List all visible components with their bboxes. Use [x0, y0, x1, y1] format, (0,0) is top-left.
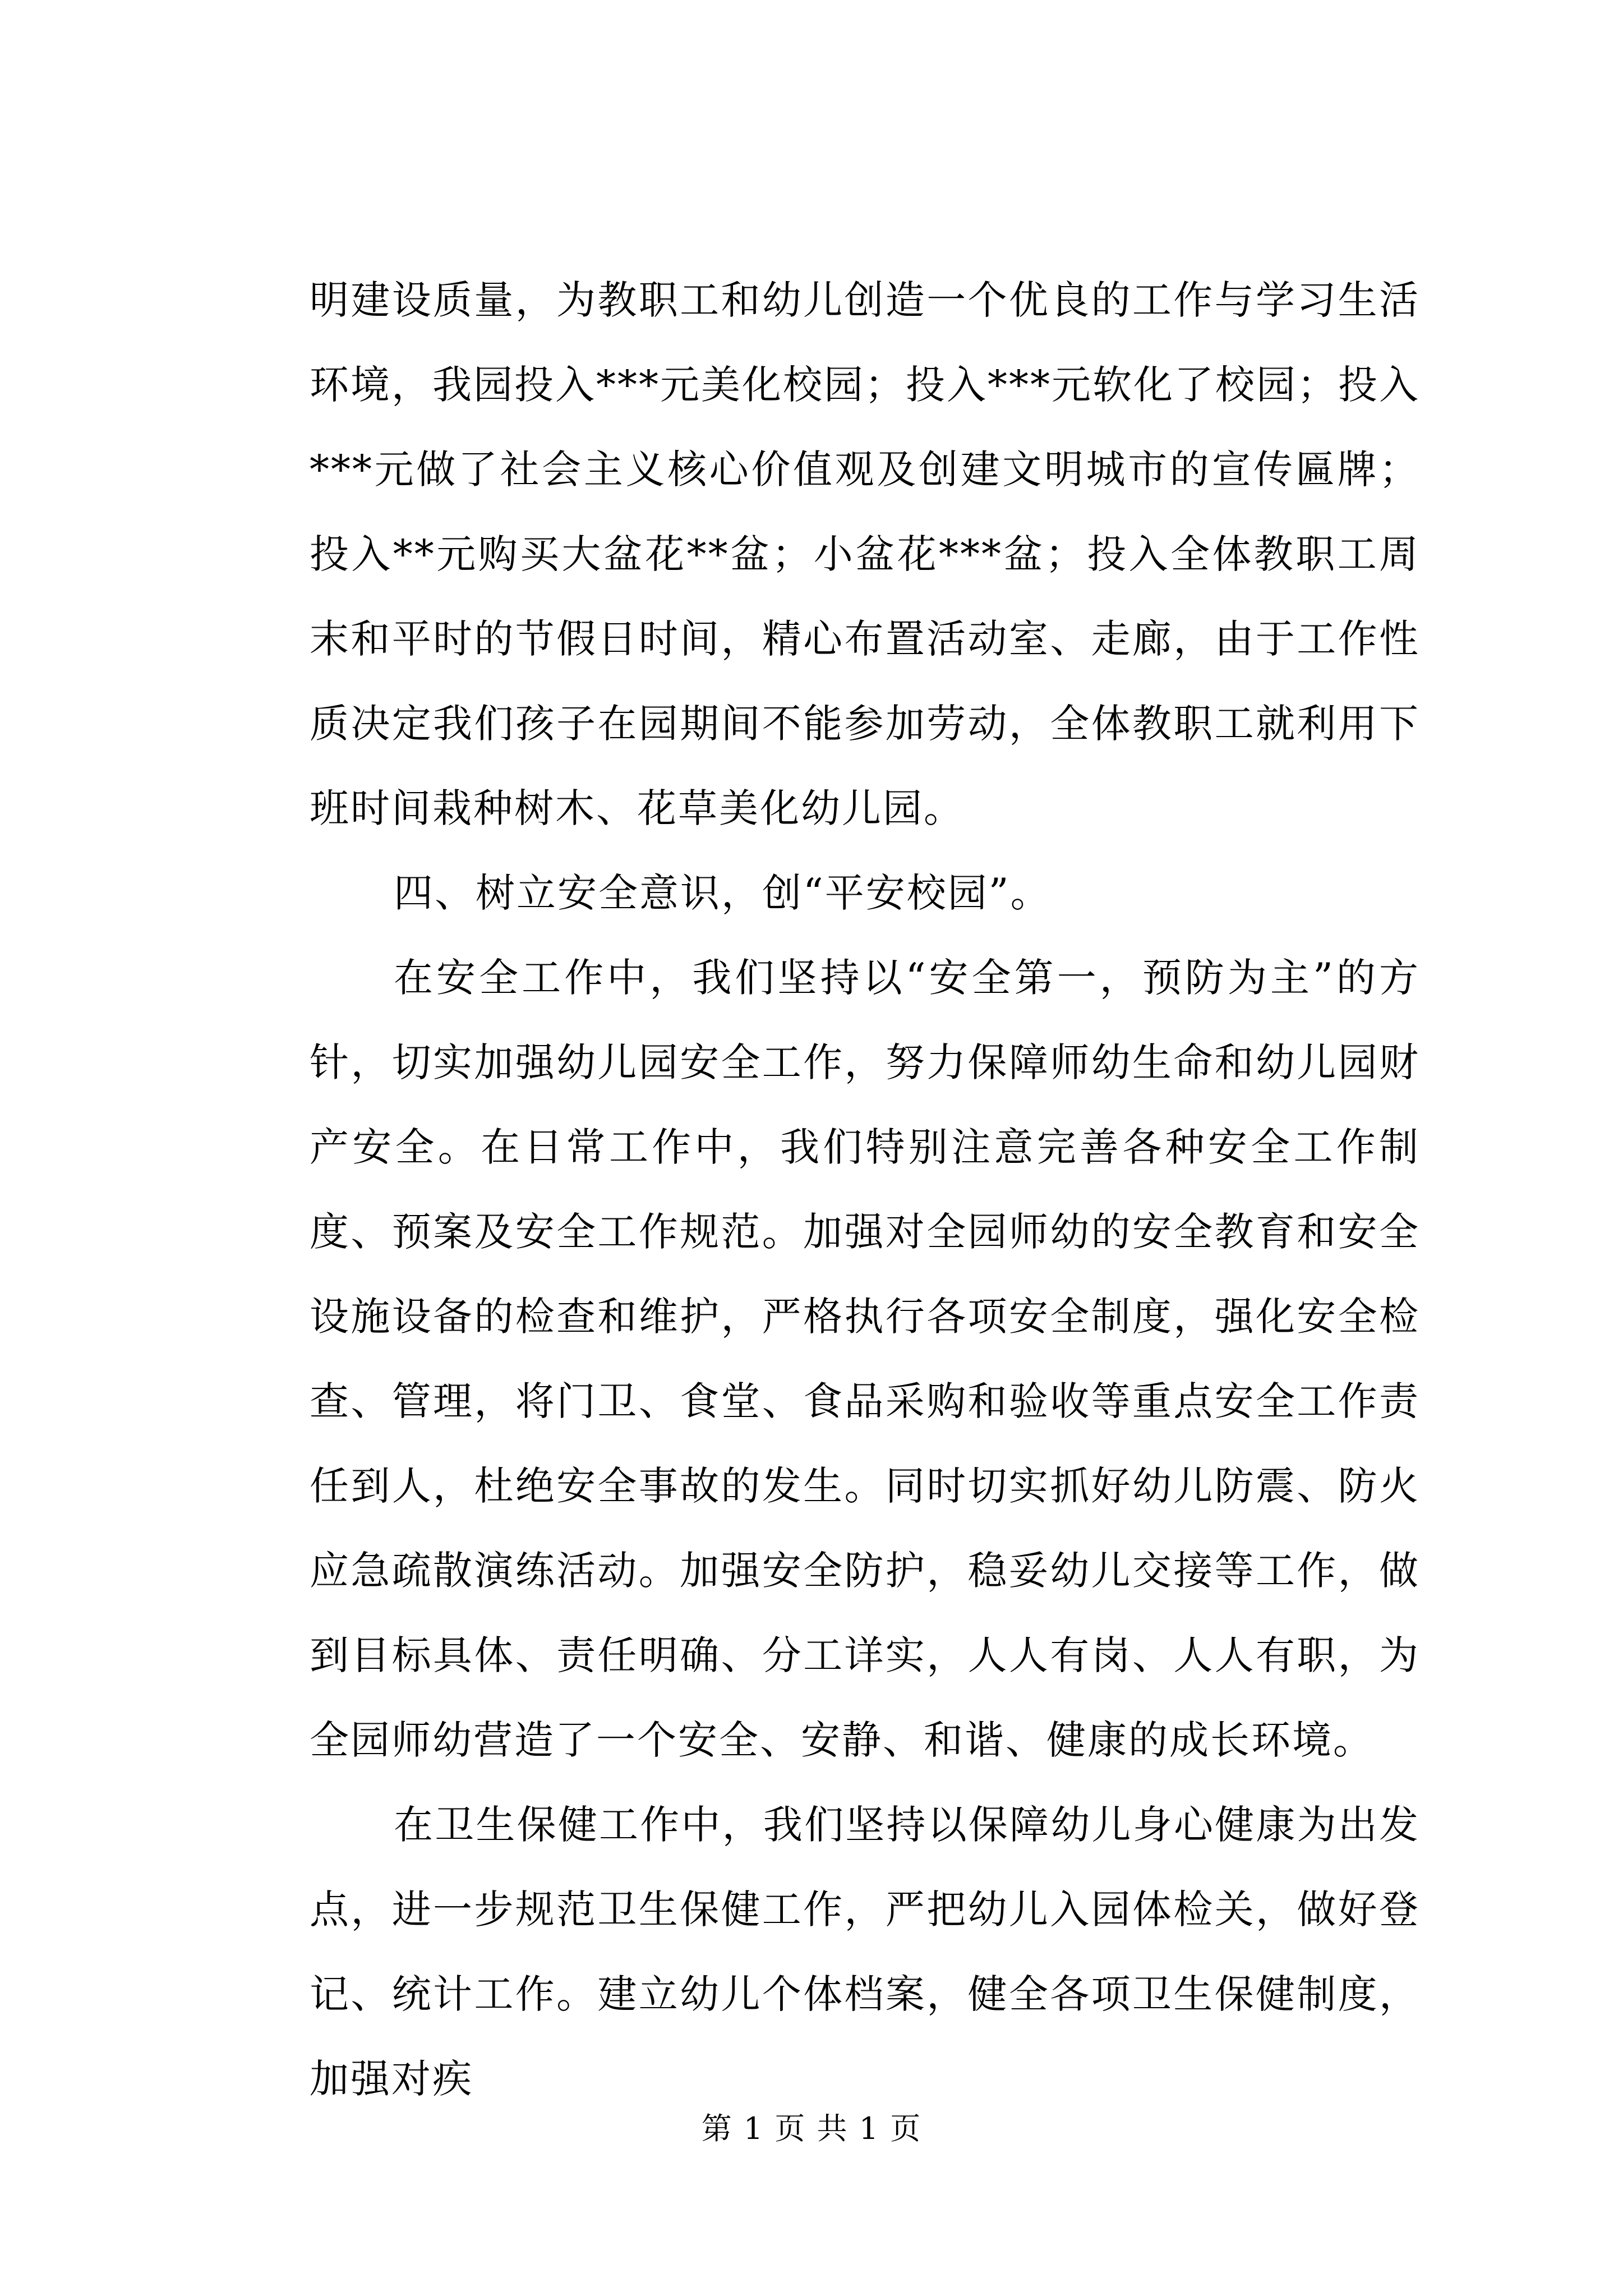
- page-footer: 第 1 页 共 1 页: [701, 2111, 922, 2146]
- paragraph-continued: 明建设质量，为教职工和幼儿创造一个优良的工作与学习生活环境，我园投入***元美化校园；投入***元软化了校园；投入***元做了社会主义核心价值观及创建文明城市的宣传匾牌；投入**元购买大盆花**盆；小盆花***盆；投入全体教职工周末和平时的节假日时间，精心布置活动室、走廊，由于工作性质决定我们孩子在园期间不能参加劳动，全体教职工就利用下班时间栽种树木、花草美化幼儿园。: [310, 277, 1420, 831]
- paragraph-health-work: 在卫生保健工作中，我们坚持以保障幼儿身心健康为出发点，进一步规范卫生保健工作，严把幼儿入园体检关，做好登记、统计工作。建立幼儿个体档案，健全各项卫生保健制度，加强对疾: [310, 1802, 1420, 2102]
- paragraph-safety-work: 在安全工作中，我们坚持以“安全第一，预防为主”的方针，切实加强幼儿园安全工作，努力保障师幼生命和幼儿园财产安全。在日常工作中，我们特别注意完善各种安全工作制度、预案及安全工作规范。加强对全园师幼的安全教育和安全设施设备的检查和维护，严格执行各项安全制度，强化安全检查、管理，将门卫、食堂、食品采购和验收等重点安全工作责任到人，杜绝安全事故的发生。同时切实抓好幼儿防震、防火应急疏散演练活动。加强安全防护，稳妥幼儿交接等工作，做到目标具体、责任明确、分工详实，人人有岗、人人有职，为全园师幼营造了一个安全、安静、和谐、健康的成长环境。: [310, 955, 1420, 1763]
- section-heading: 四、树立安全意识，创“平安校园”。: [394, 870, 1052, 916]
- document-body: [310, 258, 1420, 2122]
